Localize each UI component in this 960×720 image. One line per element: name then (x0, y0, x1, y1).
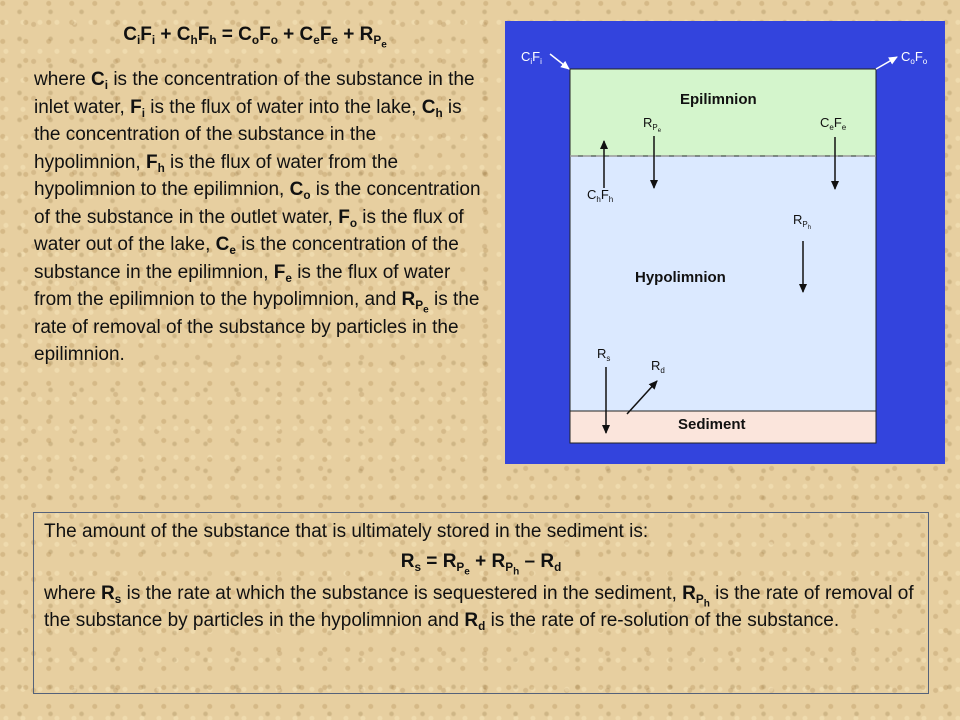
label-ce-fe: $C_eF_e$ (820, 115, 847, 132)
label-r-d: $R_d$ (651, 358, 665, 375)
epilimnion-label: Epilimnion (680, 91, 757, 108)
lake-diagram-svg (505, 21, 945, 464)
label-r-pe: $R_Pe$ (643, 115, 662, 134)
lake-diagram (505, 21, 945, 464)
sediment-equation: $R_s = R_{P_e} + R_{P_h} - R_d$ (400, 551, 562, 578)
sediment-explanation: where $R_s$ is the rate at which the substance is sequestered in the sediment, $R_{P_h}$ is the rate of removal of the substance by particles in the hypolimnion and $R_d$ is the rate of re-solution of the substance. (44, 583, 914, 633)
outflow-arrow (876, 57, 897, 69)
label-r-ph: $R_Ph$ (793, 212, 812, 231)
inflow-arrow (550, 54, 569, 69)
label-r-s: $R_s$ (597, 346, 611, 363)
hypolimnion-label: Hypolimnion (635, 269, 726, 286)
mass-balance-equation: $C_iF_i + C_hF_h = C_oF_o + C_eF_e + R_{P_e}$ (123, 24, 387, 51)
sediment-intro-text: The amount of the substance that is ultimately stored in the sediment is: (44, 521, 649, 542)
epilimnion-zone (570, 69, 876, 156)
equation-explanation: where $C_i$ is the concentration of the substance in the inlet water, $F_i$ is the flux of water into the lake, $C_h$ is the concentration of the substance in the hypolimnion, $F_h$ is the flux of water from the hypolimnion to the epilimnion, $C_o$ is the concentration of the substance in the outlet water, $F_o$ is the flux of water out of the lake, $C_e$ is the concentration of the substance in the epilimnion, $F_e$ is the flux of water from the epilimnion to the hypolimnion, and $R_{P_e}$ is the rate of removal of the substance by particles in the epilimnion. (34, 69, 481, 365)
sediment-storage-box (33, 512, 929, 694)
label-co-fo: $C_oF_o$ (901, 49, 928, 66)
label-ci-fi: $C_iF_i$ (521, 49, 542, 66)
sediment-label: Sediment (678, 416, 746, 433)
label-ch-fh: $C_hF_h$ (587, 187, 614, 204)
